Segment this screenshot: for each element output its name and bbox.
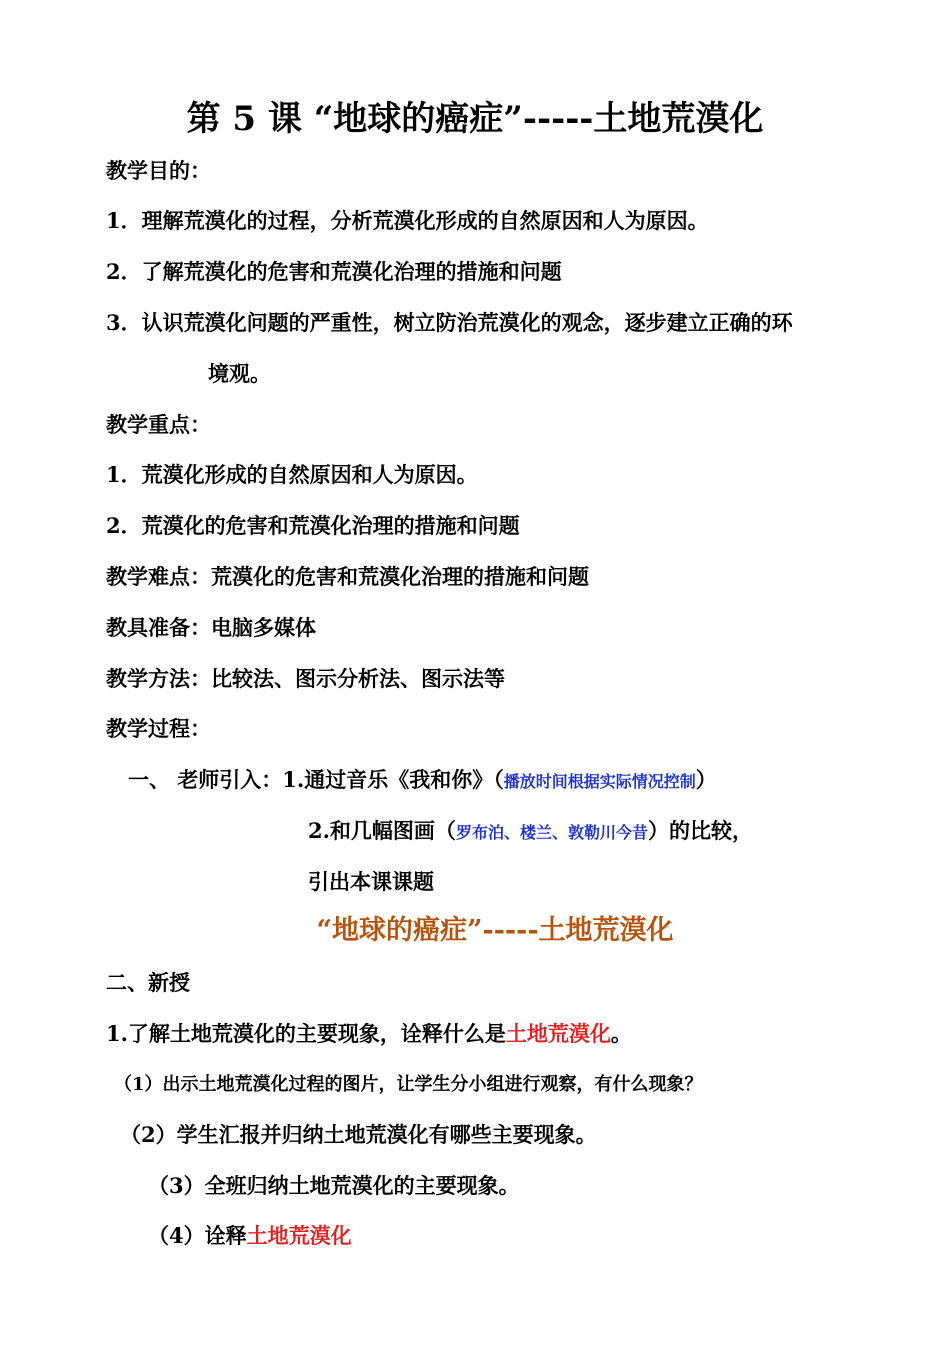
goals-heading: 教学目的：: [106, 158, 211, 183]
methods-line: 教学方法：比较法、图示分析法、图示法等: [106, 666, 505, 691]
intro-note: 播放时间根据实际情况控制: [503, 772, 696, 791]
step-1: （1）出示土地荒漠化过程的图片，让学生分小组进行观察，有什么现象？: [114, 1074, 703, 1095]
point-1: [106, 1019, 632, 1049]
step-2: （2）学生汇报并归纳土地荒漠化有哪些主要现象。: [120, 1122, 597, 1147]
point-1-suffix: 。: [610, 1021, 632, 1046]
step-4-highlight: 土地荒漠化: [246, 1223, 352, 1248]
process-heading: 教学过程：: [106, 716, 211, 741]
intro-line-3: 引出本课课题: [308, 869, 434, 894]
new-lesson-heading: 二、新授: [106, 970, 190, 995]
difficulty-line: 教学难点：荒漠化的危害和荒漠化治理的措施和问题: [106, 564, 589, 589]
goal-item-3-continuation: 境观。: [208, 361, 271, 386]
goal-item-1: 1．理解荒漠化的过程，分析荒漠化形成的自然原因和人为原因。: [106, 208, 709, 233]
intro-label: 一、 老师引入：1.通过音乐《我和你》（: [128, 767, 504, 792]
step-4-prefix: （4）诠释: [148, 1223, 247, 1248]
point-1-highlight: 土地荒漠化: [505, 1021, 611, 1046]
key-point-1: 1．荒漠化形成的自然原因和人为原因。: [106, 462, 478, 487]
point-1-prefix: 1.了解土地荒漠化的主要现象，诠释什么是: [106, 1021, 506, 1046]
section-subtitle: “地球的癌症”-----土地荒漠化: [316, 915, 674, 946]
goal-item-2: 2．了解荒漠化的危害和荒漠化治理的措施和问题: [106, 259, 562, 284]
intro-line2-suffix: ）的比较，: [647, 818, 753, 843]
step-3: （3）全班归纳土地荒漠化的主要现象。: [148, 1173, 520, 1198]
intro-line-2: [308, 816, 753, 848]
tools-line: 教具准备：电脑多媒体: [106, 615, 316, 640]
intro-close: ）: [695, 767, 717, 792]
goal-item-3: 3．认识荒漠化问题的严重性，树立防治荒漠化的观念，逐步建立正确的环: [106, 310, 793, 335]
intro-line2-note: 罗布泊、楼兰、敦勒川今昔: [455, 823, 648, 842]
page-title: 第 5 课 “地球的癌症”-----土地荒漠化: [186, 99, 764, 139]
key-points-heading: 教学重点：: [106, 412, 211, 437]
step-4: [148, 1221, 352, 1251]
key-point-2: 2．荒漠化的危害和荒漠化治理的措施和问题: [106, 513, 520, 538]
intro-line-1: [128, 765, 717, 797]
intro-line2-prefix: 2.和几幅图画（: [308, 818, 456, 843]
